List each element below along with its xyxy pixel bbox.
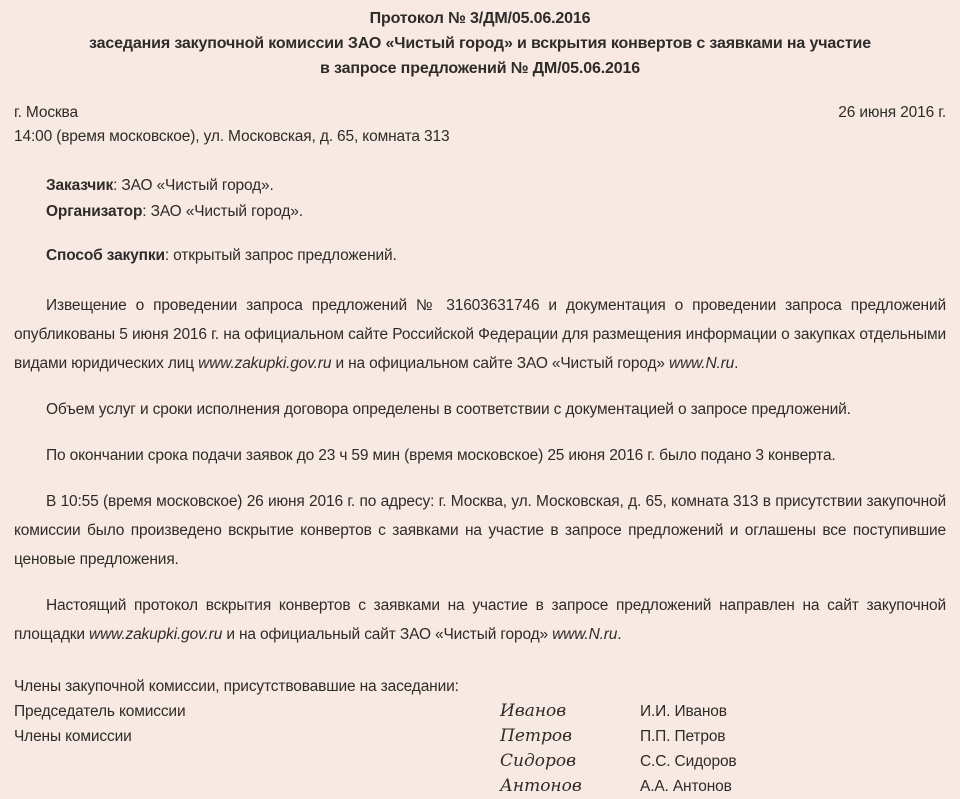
signer-role: Председатель комиссии	[14, 703, 186, 720]
signature-row-member-1	[14, 724, 946, 749]
zakupki-url-text: www.zakupki.gov.ru	[198, 355, 332, 372]
procurement-method-line	[14, 243, 946, 269]
notice-text-pre: Извещение о проведении запроса предложений № 31603631746 и документация о проведении запроса предложений опубликованы 5 июня 2016 г. на официальном сайте Российской Федерации для размещения информации о закупках отдельными видами юридических лиц	[14, 297, 946, 372]
publication-text-pre: Настоящий протокол вскрытия конвертов с заявками на участие в запросе предложений направлен на сайт закупочной площадки	[14, 597, 946, 643]
signature-row-member-3	[14, 774, 946, 799]
date-label: 26 июня 2016 г.	[838, 104, 946, 121]
signer-name: А.А. Антонов	[640, 778, 732, 795]
customer-value: : ЗАО «Чистый город».	[113, 177, 274, 194]
signer-role: Члены комиссии	[14, 728, 132, 745]
document-title-block	[14, 6, 946, 81]
handwritten-signature: Антонов	[500, 776, 582, 796]
signer-name: И.И. Иванов	[640, 703, 727, 720]
signature-row-member-2	[14, 749, 946, 774]
method-label: Способ закупки	[46, 247, 165, 264]
city-label: г. Москва	[14, 104, 78, 121]
paragraph-deadline: По окончании срока подачи заявок до 23 ч 59 мин (время московское) 25 июня 2016 г. было подано 3 конверта.	[46, 447, 836, 464]
title-line-3: в запросе предложений № ДМ/05.06.2016	[320, 60, 640, 77]
city-date-row	[14, 101, 946, 125]
zakupki-url-text-2: www.zakupki.gov.ru	[89, 626, 223, 643]
organizer-value: : ЗАО «Чистый город».	[142, 203, 303, 220]
handwritten-signature: Петров	[500, 726, 573, 746]
customer-line	[46, 173, 946, 199]
notice-text-mid: и на официальном сайте ЗАО «Чистый город»	[331, 355, 670, 372]
organizer-label: Организатор	[46, 203, 143, 220]
customer-label: Заказчик	[46, 177, 114, 194]
meta-block	[14, 101, 946, 149]
signature-table	[14, 699, 946, 799]
signer-name: С.С. Сидоров	[640, 753, 737, 770]
title-line-1: Протокол № 3/ДМ/05.06.2016	[369, 10, 591, 27]
paragraph-notice	[14, 291, 946, 378]
signer-name: П.П. Петров	[640, 728, 726, 745]
parties-block	[14, 173, 946, 225]
company-url-text-2: www.N.ru	[552, 626, 618, 643]
title-line-2: заседания закупочной комиссии ЗАО «Чистый город» и вскрытия конвертов с заявками на участие	[89, 35, 871, 52]
method-value: : открытый запрос предложений.	[164, 247, 397, 264]
handwritten-signature: Иванов	[500, 701, 567, 721]
signature-row-chairman	[14, 699, 946, 724]
time-address-line: 14:00 (время московское), ул. Московская, д. 65, комната 313	[14, 128, 450, 145]
paragraph-scope: Объем услуг и сроки исполнения договора определены в соответствии с документацией о запросе предложений.	[46, 401, 851, 418]
publication-text-mid: и на официальный сайт ЗАО «Чистый город»	[222, 626, 553, 643]
publication-text-end: .	[617, 626, 622, 643]
organizer-line	[46, 199, 946, 225]
paragraph-opening: В 10:55 (время московское) 26 июня 2016 г. по адресу: г. Москва, ул. Московская, д. 65, комната 313 в присутствии закупочной комиссии было произведено вскрытие конвертов с заявками на участие в запросе предложений и оглашены все поступившие ценовые предложения.	[14, 493, 946, 568]
company-url-text: www.N.ru	[669, 355, 735, 372]
notice-text-end: .	[734, 355, 739, 372]
handwritten-signature: Сидоров	[500, 751, 576, 771]
paragraph-publication	[14, 591, 946, 649]
commission-members-heading: Члены закупочной комиссии, присутствовавшие на заседании:	[14, 678, 459, 695]
